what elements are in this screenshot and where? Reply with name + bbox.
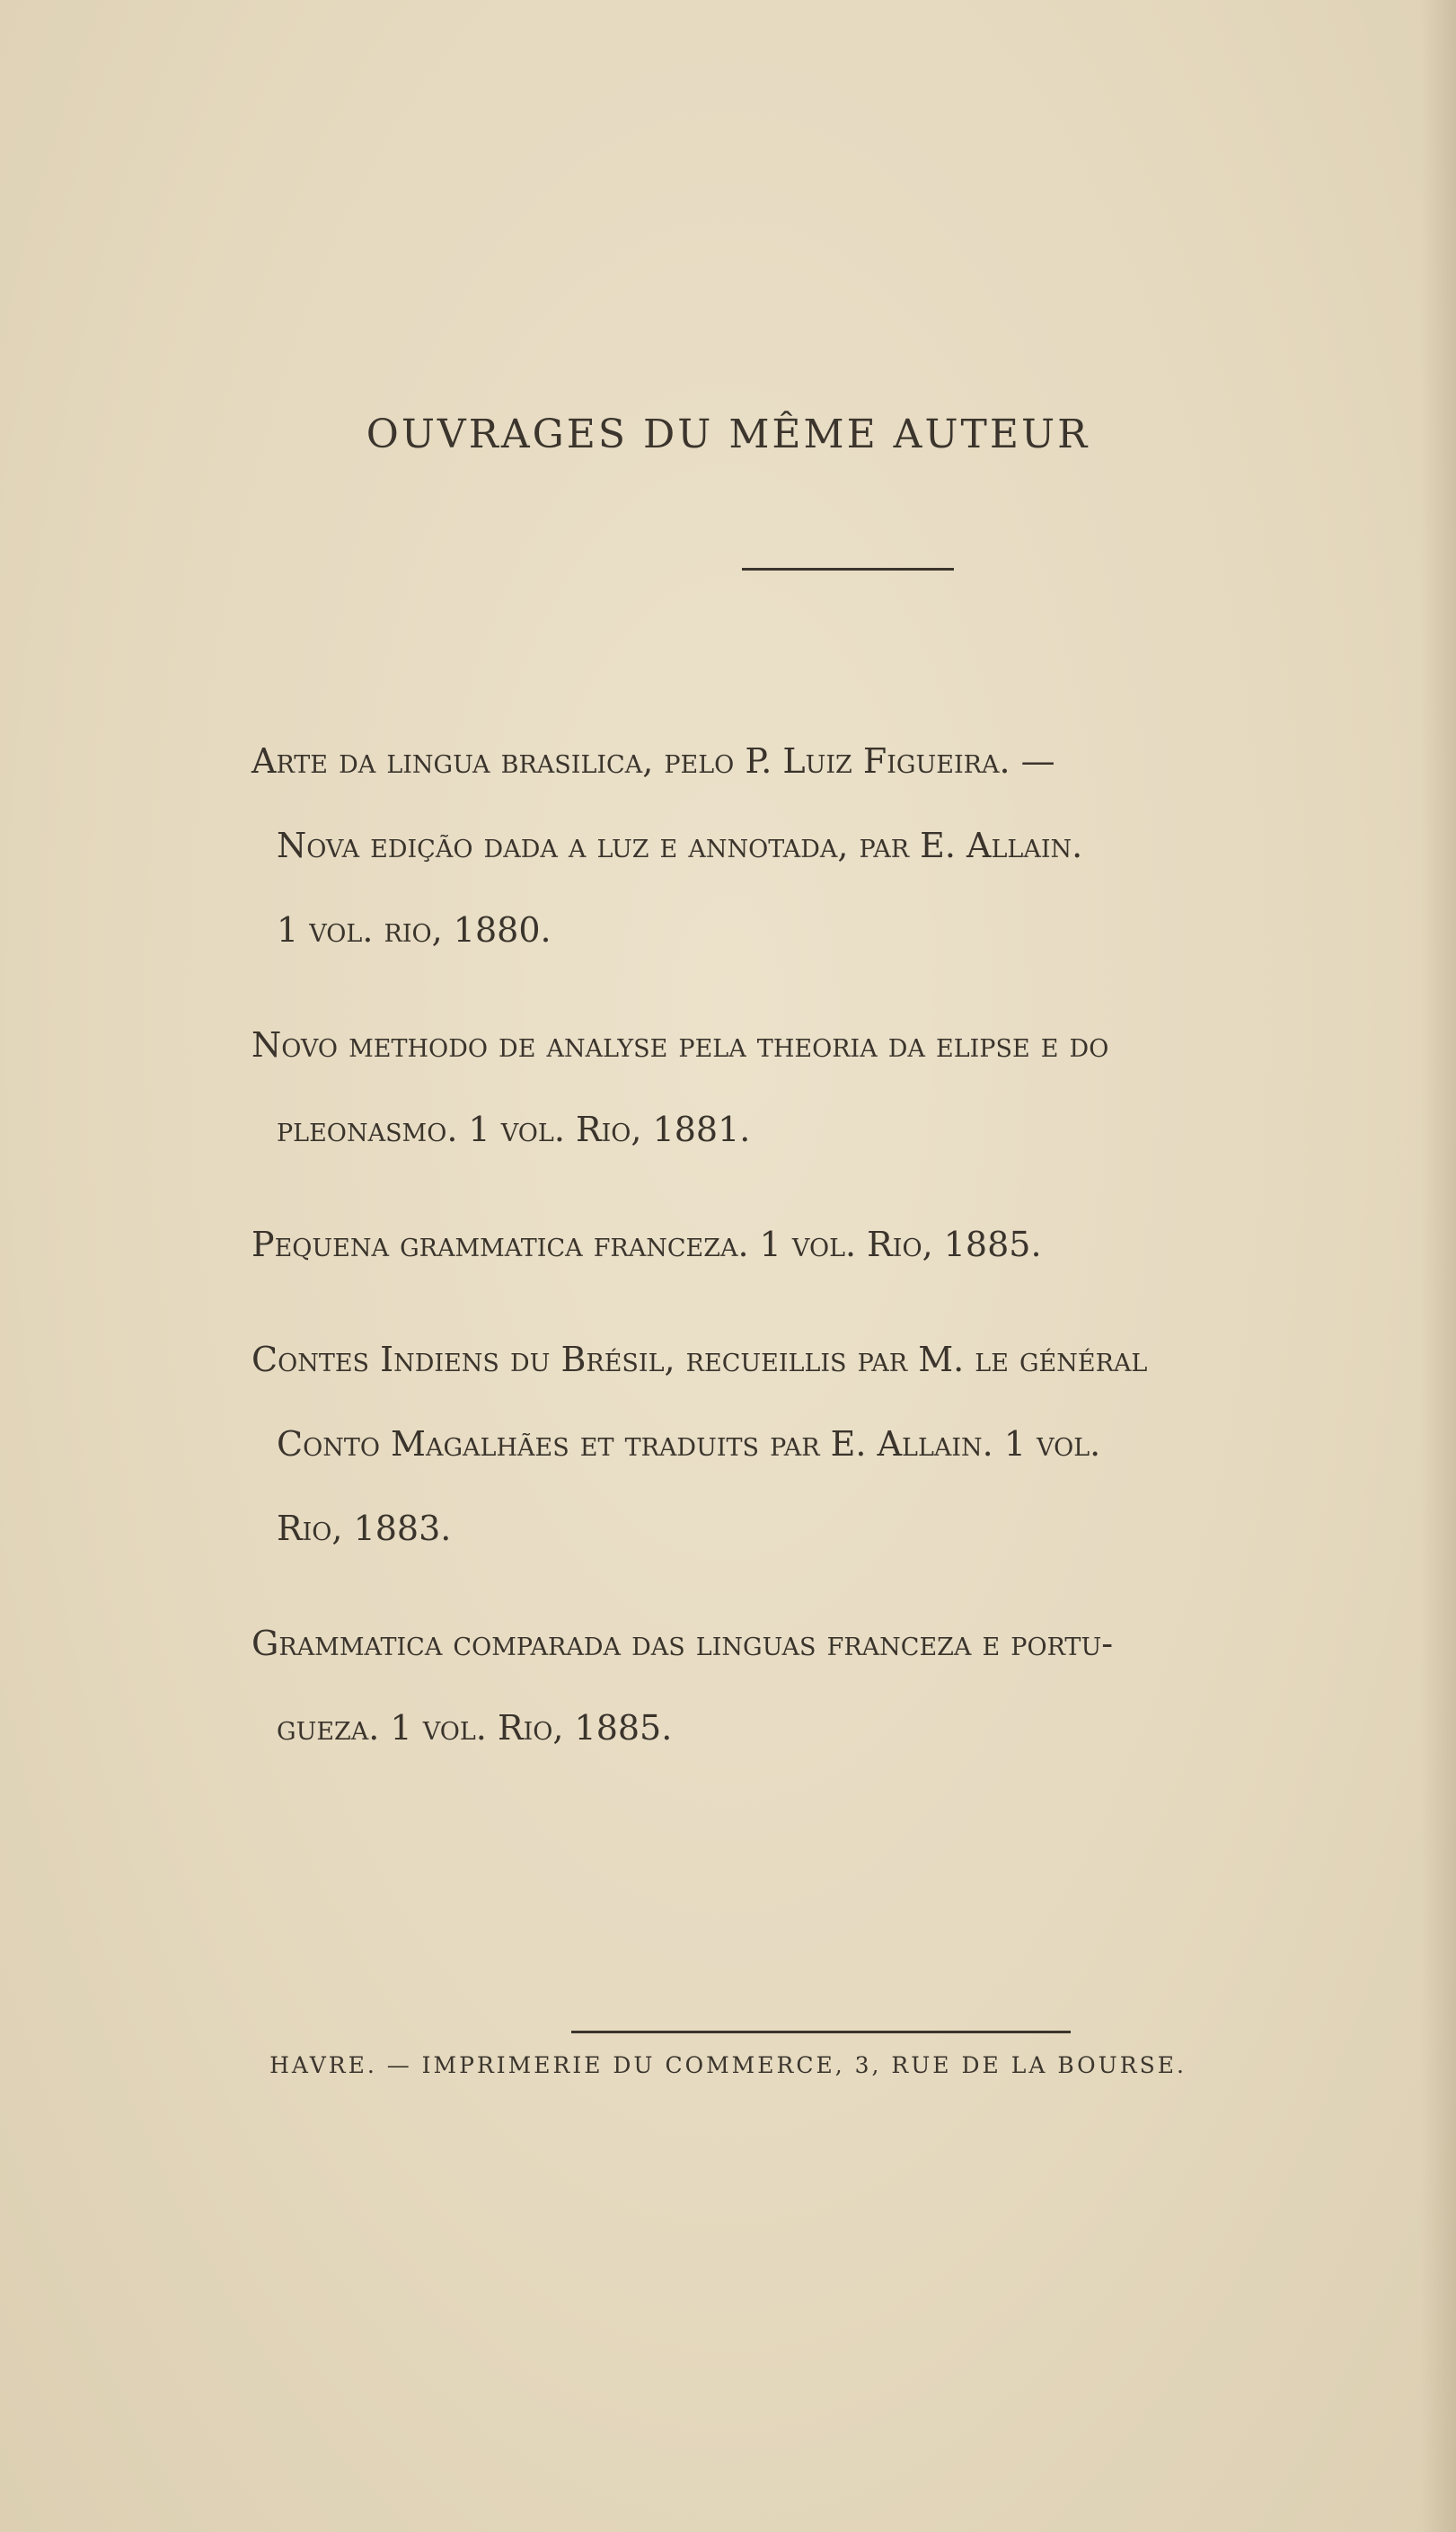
work-entry-line: pleonasmo. 1 vol. Rio, 1881. — [277, 1110, 751, 1149]
work-entry-line: gueza. 1 vol. Rio, 1885. — [277, 1708, 673, 1748]
work-entry-line: Arte da lingua brasilica, pelo P. Luiz Figueira. — — [251, 741, 1055, 781]
work-entry-line: Nova edição dada a luz e annotada, par E. Allain. — [277, 826, 1083, 865]
printer-imprint: HAVRE. — IMPRIMERIE DU COMMERCE, 3, RUE DE LA BOURSE. — [269, 2052, 1187, 2078]
work-entry-line: Grammatica comparada das linguas franceza e portu- — [251, 1624, 1114, 1663]
work-entry-line: Rio, 1883. — [277, 1509, 452, 1548]
page-edge-shadow — [1420, 0, 1456, 2532]
work-entry-line: Pequena grammatica franceza. 1 vol. Rio, 1885. — [251, 1225, 1042, 1264]
work-entry-2 — [251, 1003, 1401, 1172]
work-entry-line: 1 vol. rio, 1880. — [277, 910, 552, 950]
page-heading: OUVRAGES DU MÊME AUTEUR — [366, 412, 1090, 457]
work-entry-3 — [251, 1202, 1401, 1287]
heading-rule — [742, 568, 954, 571]
works-list — [251, 719, 1401, 1801]
work-entry-line: Novo methodo de analyse pela theoria da elipse e do — [251, 1025, 1109, 1065]
work-entry-line: Conto Magalhães et traduits par E. Allain. 1 vol. — [277, 1424, 1101, 1464]
work-entry-5 — [251, 1601, 1401, 1770]
work-entry-4 — [251, 1317, 1401, 1571]
work-entry-1 — [251, 719, 1401, 972]
imprint-rule — [571, 2031, 1071, 2033]
work-entry-line: Contes Indiens du Brésil, recueillis par M. le général — [251, 1340, 1148, 1379]
